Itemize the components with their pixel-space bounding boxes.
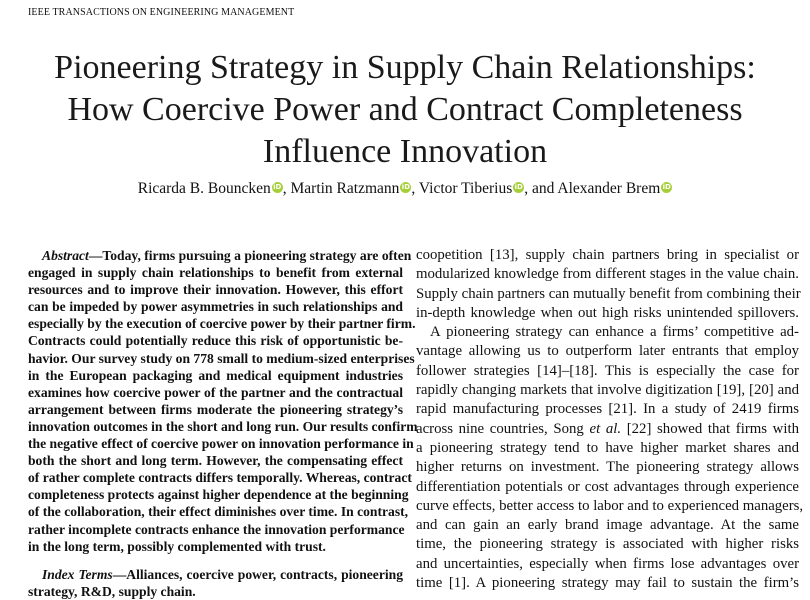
body-line: and can gain an early brand image advantage. At the same xyxy=(416,517,799,534)
body-line: Supply chain partners can mutually benefit from combining their xyxy=(416,285,801,302)
orcid-icon[interactable]: iD xyxy=(662,183,671,191)
author-name: , Martin Ratzmann xyxy=(282,180,400,197)
title-line: Pioneering Strategy in Supply Chain Relationships: xyxy=(54,49,756,86)
abstract-line: in the long term, possibly complemented with trust. xyxy=(28,538,326,554)
abstract-line: of the collaboration, their effect diminishes over time. In contrast, xyxy=(28,504,409,520)
abstract-line: Abstract—Today, firms pursuing a pioneering strategy are often xyxy=(42,248,412,263)
left-column xyxy=(28,247,418,600)
body-line: rapidly changing markets that involve digitization [19], [20] and xyxy=(416,382,799,399)
abstract-line: resources and to improve their innovation. However, this effort xyxy=(28,282,403,298)
abstract-line: engaged in supply chain relationships to benefit from external xyxy=(28,265,403,281)
abstract-line: completeness protects against higher dependence at the beginning xyxy=(28,487,409,503)
body-line: higher returns on investment. The pioneering strategy allows xyxy=(416,459,799,476)
body-line: modularized knowledge from different stages in the value chain. xyxy=(416,266,799,283)
running-head: IEEE TRANSACTIONS ON ENGINEERING MANAGEMENT xyxy=(28,7,295,18)
title-line: Influence Innovation xyxy=(262,133,548,170)
abstract-line: the negative effect of coercive power on innovation performance in xyxy=(28,436,414,452)
title-line: How Coercive Power and Contract Completeness xyxy=(67,91,743,128)
paper-title xyxy=(0,47,810,173)
body-line: across nine countries, Song et al. [22] showed that firms with xyxy=(416,420,799,437)
author-list xyxy=(0,180,810,198)
abstract xyxy=(28,247,418,555)
body-line: differentiation potentials or cost advantages through experience xyxy=(416,478,799,495)
abstract-line: Contracts could potentially reduce this risk of opportunistic be- xyxy=(28,333,403,349)
body-line: time [1]. A pioneering strategy may fail to sustain the firm’s xyxy=(416,575,799,592)
right-column xyxy=(416,246,804,593)
index-terms-line: strategy, R&D, supply chain. xyxy=(28,583,196,599)
body-line: vantage allowing us to outperform later entrants that employ xyxy=(416,343,799,360)
abstract-line: havior. Our survey study on 778 small to medium-sized enterprises xyxy=(28,350,415,366)
body-line: rapid manufacturing processes [21]. In a study of 2419 firms xyxy=(416,401,799,418)
abstract-line: in the European packaging and medical equipment industries xyxy=(28,367,403,383)
orcid-icon[interactable]: iD xyxy=(273,183,282,191)
index-terms-lead: Index Terms xyxy=(42,566,113,582)
abstract-line: especially by the execution of coercive power by their partner firm. xyxy=(28,316,416,332)
et-al: et al. xyxy=(589,420,622,437)
abstract-line: both the short and long term. However, the compensating effect xyxy=(28,453,403,469)
body-line: a pioneering strategy tend to have higher market shares and xyxy=(416,439,799,456)
abstract-line: of rather complete contracts differs temporally. Whereas, contract xyxy=(28,470,412,486)
body-line: A pioneering strategy can enhance a firms’ competitive ad- xyxy=(430,324,799,341)
abstract-line: innovation outcomes in the short and long run. Our results confirm xyxy=(28,418,418,434)
orcid-icon[interactable]: iD xyxy=(401,183,411,191)
author-name: , and Alexander Brem xyxy=(524,180,661,197)
author-name: , Victor Tiberius xyxy=(411,180,513,197)
abstract-line: arrangement between firms moderate the pioneering strategy’s xyxy=(28,401,403,417)
index-terms-line: Index Terms—Alliances, coercive power, contracts, pioneering xyxy=(42,566,403,582)
body-line: in-depth knowledge when out high risks unintended spillovers. xyxy=(416,304,799,321)
body-line: curve effects, better access to labor and to experienced managers, xyxy=(416,497,804,514)
body-line: coopetition [13], supply chain partners bring in specialist or xyxy=(416,247,799,263)
orcid-icon[interactable]: iD xyxy=(514,183,523,191)
author-name: Ricarda B. Bouncken xyxy=(137,180,271,197)
body-line: follower strategies [14]–[18]. This is especially the case for xyxy=(416,362,799,379)
abstract-lead: Abstract xyxy=(42,248,89,263)
body-line: and uncertainties, especially when firms lose advantages over xyxy=(416,555,799,572)
index-terms xyxy=(28,566,403,600)
body-line: time, the pioneering strategy is associated with higher risks xyxy=(416,536,799,553)
abstract-line: can be impeded by power asymmetries in such relationships and xyxy=(28,299,403,315)
abstract-line: rather incomplete contracts enhance the innovation performance xyxy=(28,521,405,537)
abstract-line: examines how coercive power of the partner and the contractual xyxy=(28,384,403,400)
